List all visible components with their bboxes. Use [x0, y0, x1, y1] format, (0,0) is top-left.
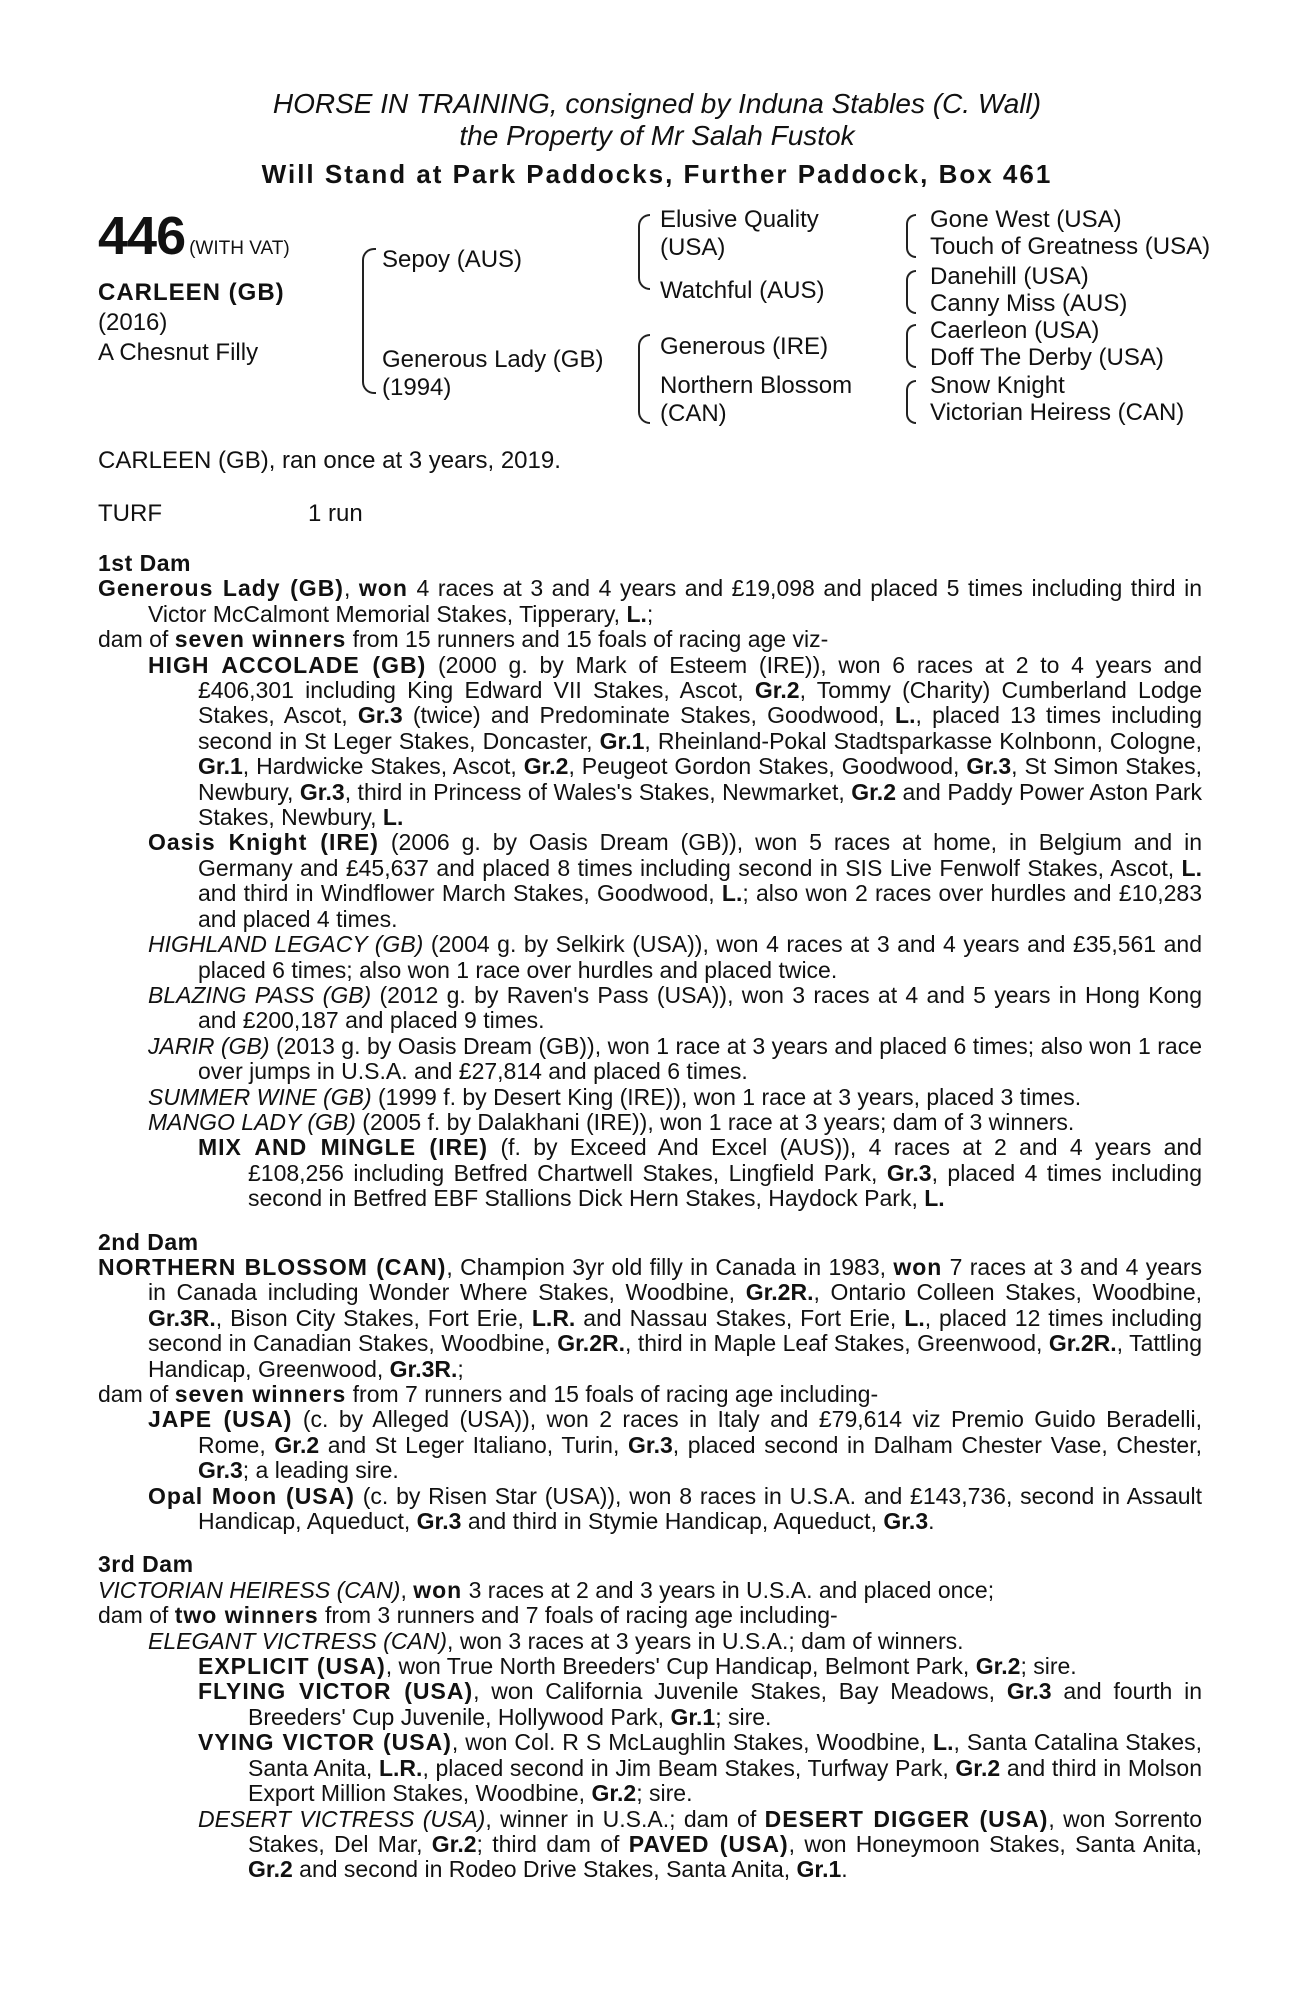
third-dam-heading: 3rd Dam	[98, 1551, 194, 1578]
pedigree-brace-g4	[906, 380, 916, 424]
pedigree-ss-name: Elusive Quality	[660, 206, 819, 233]
second-dam-heading: 2nd Dam	[98, 1228, 199, 1255]
pedigree-dd-country: (CAN)	[660, 400, 727, 427]
second-dam-summary: dam of seven winners from 7 runners and 15 foals of racing age including-	[98, 1381, 879, 1407]
horse-info	[98, 278, 285, 368]
pedigree-dss: Caerleon (USA)	[930, 317, 1100, 344]
third-dam-text: VICTORIAN HEIRESS (CAN), won 3 races at 2 and 3 years in U.S.A. and placed once;	[98, 1576, 995, 1603]
first-dam-summary: dam of seven winners from 15 runners and 15 foals of racing age viz-	[98, 626, 829, 653]
horse-year: (2016)	[98, 309, 168, 336]
produce-mango-lady: MANGO LADY (GB) (2005 f. by Dalakhani (IRE)), won 1 race at 3 years; dam of 3 winners.	[148, 1108, 1075, 1135]
third-dam-summary: dam of two winners from 3 runners and 7 foals of racing age including-	[98, 1602, 838, 1629]
lot-number-value: 446	[98, 206, 186, 266]
produce-summer-wine: SUMMER WINE (GB) (1999 f. by Desert King (IRE)), won 1 race at 3 years, placed 3 times.	[148, 1083, 1082, 1110]
second-dam-text: NORTHERN BLOSSOM (CAN), Champion 3yr old filly in Canada in 1983, won 7 races at 3 and 4 years in Canada including Wonder Where Stakes, Woodbine, Gr.2R., Ontario Colleen Stakes, Woodbine, Gr.3R., Bison City Stakes, Fort Erie, L.R. and Nassau Stakes, Fort Erie, L., placed 12 times including second in Canadian Stakes, Woodbine, Gr.2R., third in Maple Leaf Stakes, Greenwood, Gr.2R., Tattling Handicap, Greenwood, Gr.3R.;	[98, 1253, 1202, 1382]
pedigree-brace-dam	[638, 334, 650, 424]
first-dam-heading: 1st Dam	[98, 550, 191, 576]
pedigree-dam-name: Generous Lady (GB)	[382, 346, 604, 373]
pedigree-dam-sire: Generous (IRE)	[660, 333, 829, 360]
pedigree-brace-g1	[906, 214, 916, 258]
produce-opal-moon: Opal Moon (USA) (c. by Risen Star (USA)), won 8 races in U.S.A. and £143,736, second in Assault Handicap, Aqueduct, Gr.3 and third in Stymie Handicap, Aqueduct, Gr.3.	[148, 1482, 1202, 1535]
pedigree-ss-country: (USA)	[660, 234, 726, 261]
pedigree-dam-dam	[660, 372, 852, 428]
pedigree-dd-name: Northern Blossom	[660, 372, 853, 399]
turf-record	[98, 500, 363, 528]
turf-runs: 1 run	[308, 500, 363, 527]
produce-flying-victor: FLYING VICTOR (USA), won California Juvenile Stakes, Bay Meadows, Gr.3 and fourth in Breeders' Cup Juvenile, Hollywood Park, Gr.1; sire.	[198, 1678, 1202, 1730]
pedigree-sds: Danehill (USA)	[930, 263, 1089, 290]
consignor-line: HORSE IN TRAINING, consigned by Induna Stables (C. Wall)	[272, 88, 1042, 119]
produce-oasis-knight: Oasis Knight (IRE) (2006 g. by Oasis Dream (GB)), won 5 races at home, in Belgium and in Germany and £45,637 and placed 8 times including second in SIS Live Fenwolf Stakes, Ascot, L. and third in Windflower March Stakes, Goodwood, L.; also won 2 races over hurdles and £10,283 and placed 4 times.	[148, 829, 1203, 932]
lot-number	[98, 205, 290, 267]
produce-vying-victor: VYING VICTOR (USA), won Col. R S McLaughlin Stakes, Woodbine, L., Santa Catalina Stakes, Santa Anita, L.R., placed second in Jim Beam Stakes, Turfway Park, Gr.2 and third in Molson Export Million Stakes, Woodbine, Gr.2; sire.	[198, 1729, 1202, 1807]
pedigree-brace-g2	[906, 270, 916, 314]
owner-line: the Property of Mr Salah Fustok	[459, 120, 855, 151]
produce-blazing-pass: BLAZING PASS (GB) (2012 g. by Raven's Pass (USA)), won 3 races at 4 and 5 years in Hong Kong and £200,187 and placed 9 times.	[148, 981, 1202, 1034]
turf-label: TURF	[98, 500, 162, 527]
pedigree-dam-year: (1994)	[382, 374, 452, 401]
pedigree-dds: Snow Knight	[930, 372, 1065, 399]
pedigree-ddd: Victorian Heiress (CAN)	[930, 399, 1185, 426]
produce-jarir: JARIR (GB) (2013 g. by Oasis Dream (GB)), won 1 race at 3 years and placed 6 times; also won 1 race over jumps in U.S.A. and £27,814 and placed 6 times.	[148, 1032, 1202, 1085]
produce-explicit: EXPLICIT (USA), won True North Breeders' Cup Handicap, Belmont Park, Gr.2; sire.	[198, 1653, 1077, 1680]
race-record: CARLEEN (GB), ran once at 3 years, 2019.	[98, 447, 561, 474]
pedigree-brace-sire	[638, 214, 650, 290]
pedigree-brace-main	[362, 248, 376, 394]
vat-note: (WITH VAT)	[189, 238, 290, 259]
produce-high-accolade: HIGH ACCOLADE (GB) (2000 g. by Mark of Esteem (IRE)), won 6 races at 2 to 4 years and £406,301 including King Edward VII Stakes, Ascot, Gr.2, Tommy (Charity) Cumberland Lodge Stakes, Ascot, Gr.3 (twice) and Predominate Stakes, Goodwood, L., placed 13 times including second in St Leger Stakes, Doncaster, Gr.1, Rheinland-Pokal Stadtsparkasse Kolnbonn, Cologne, Gr.1, Hardwicke Stakes, Ascot, Gr.2, Peugeot Gordon Stakes, Goodwood, Gr.3, St Simon Stakes, Newbury, Gr.3, third in Princess of Wales's Stakes, Newmarket, Gr.2 and Paddy Power Aston Park Stakes, Newbury, L.	[148, 651, 1202, 831]
produce-elegant-victress: ELEGANT VICTRESS (CAN), won 3 races at 3 years in U.S.A.; dam of winners.	[148, 1627, 964, 1654]
produce-desert-victress: DESERT VICTRESS (USA), winner in U.S.A.; dam of DESERT DIGGER (USA), won Sorrento Stakes, Del Mar, Gr.2; third dam of PAVED (USA), won Honeymoon Stakes, Santa Anita, Gr.2 and second in Rodeo Drive Stakes, Santa Anita, Gr.1.	[198, 1805, 1202, 1883]
first-dam-text: Generous Lady (GB), won 4 races at 3 and 4 years and £19,098 and placed 5 times including third in Victor McCalmont Memorial Stakes, Tipperary, L.;	[98, 575, 1202, 627]
location-line: Will Stand at Park Paddocks, Further Paddock, Box 461	[261, 159, 1053, 189]
pedigree-ssd: Touch of Greatness (USA)	[930, 233, 1211, 260]
horse-description: A Chesnut Filly	[98, 339, 259, 366]
pedigree-dam	[382, 346, 603, 402]
pedigree-sss: Gone West (USA)	[930, 206, 1122, 233]
pedigree-sdd: Canny Miss (AUS)	[930, 290, 1128, 317]
produce-highland-legacy: HIGHLAND LEGACY (GB) (2004 g. by Selkirk (USA)), won 4 races at 3 and 4 years and £35,561 and placed 6 times; also won 1 race over hurdles and placed twice.	[148, 931, 1202, 983]
page-header	[0, 88, 1314, 192]
produce-jape: JAPE (USA) (c. by Alleged (USA)), won 2 races in Italy and £79,614 viz Premio Guido Beradelli, Rome, Gr.2 and St Leger Italiano, Turin, Gr.3, placed second in Dalham Chester Vase, Chester, Gr.3; a leading sire.	[148, 1406, 1203, 1484]
produce-mix-and-mingle: MIX AND MINGLE (IRE) (f. by Exceed And Excel (AUS)), 4 races at 2 and 4 years and £108,256 including Betfred Chartwell Stakes, Lingfield Park, Gr.3, placed 4 times including second in Betfred EBF Stallions Dick Hern Stakes, Haydock Park, L.	[198, 1134, 1202, 1212]
pedigree-dsd: Doff The Derby (USA)	[930, 344, 1164, 371]
pedigree-sire-sire	[660, 206, 819, 262]
produce-record	[98, 551, 1202, 1883]
pedigree-brace-g3	[906, 324, 916, 368]
pedigree-sire: Sepoy (AUS)	[382, 246, 523, 273]
pedigree-sire-dam: Watchful (AUS)	[660, 277, 825, 304]
horse-name: CARLEEN (GB)	[98, 279, 285, 306]
